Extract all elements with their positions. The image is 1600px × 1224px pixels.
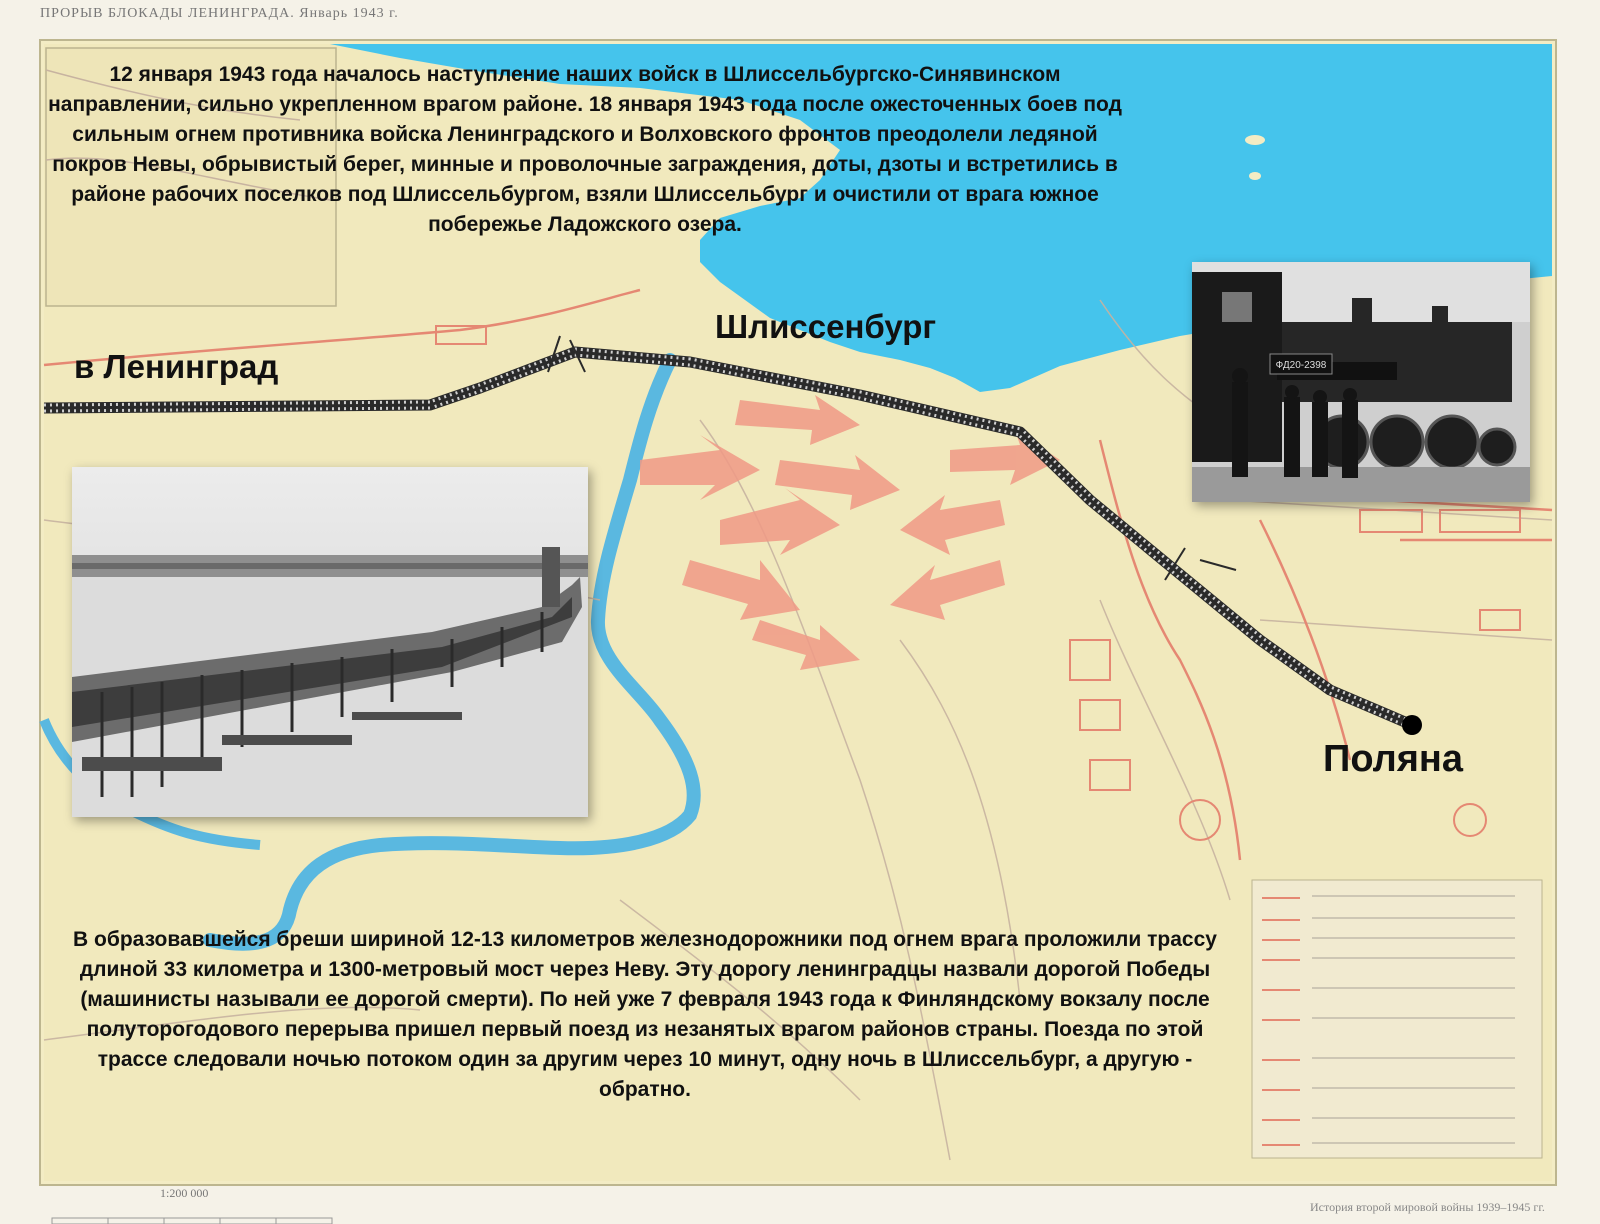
railway-text: В образовавшейся бреши шириной 12-13 километров железнодорожники под огнем врага проложили трассу длиной 33 километра и 1300-метровый мост через Неву. Эту дорогу ленинградцы назвали дорогой Победы (машинисты называли ее дорогой смерти). По ней уже 7 февраля 1943 года к Финляндскому вокзалу после полуторогодового перерыва пришел первый поезд из незанятых врагом районов страны. Поезда по этой трассе следовали ночью потоком один за другим через 10 минут, одну ночь в Шлиссельбург, а другую - обратно. <box>73 928 1217 1101</box>
intro-text: 12 января 1943 года началось наступление наших войск в Шлиссельбургско-Синявинском направлении, сильно укрепленном врагом районе. 18 января 1943 года после ожесточенных боев под сильным огнем противника войска Ленинградского и Волховского фронтов преодолели ледяной покров Невы, обрывистый берег, минные и проволочные заграждения, доты, дзоты и встретились в районе рабочих поселков под Шлиссельбургом, взяли Шлиссельбург и очистили от врага южное побережье Ладожского озера. <box>48 63 1122 236</box>
scale-label: 1:200 000 <box>160 1186 209 1200</box>
label-polyana: Поляна <box>1323 738 1463 780</box>
polyana-point <box>1402 715 1422 735</box>
map-legend <box>1252 880 1542 1158</box>
bridge-photo <box>72 467 588 817</box>
label-shlisselburg: Шлиссенбург <box>715 308 937 345</box>
label-leningrad: в Ленинград <box>74 348 279 385</box>
map-title: ПРОРЫВ БЛОКАДЫ ЛЕНИНГРАДА. Январь 1943 г. <box>40 6 399 21</box>
map-source: История второй мировой войны 1939–1945 гг. <box>1310 1200 1545 1214</box>
locomotive-number: ФД20-2398 <box>1275 360 1327 371</box>
locomotive-photo <box>1192 262 1530 502</box>
